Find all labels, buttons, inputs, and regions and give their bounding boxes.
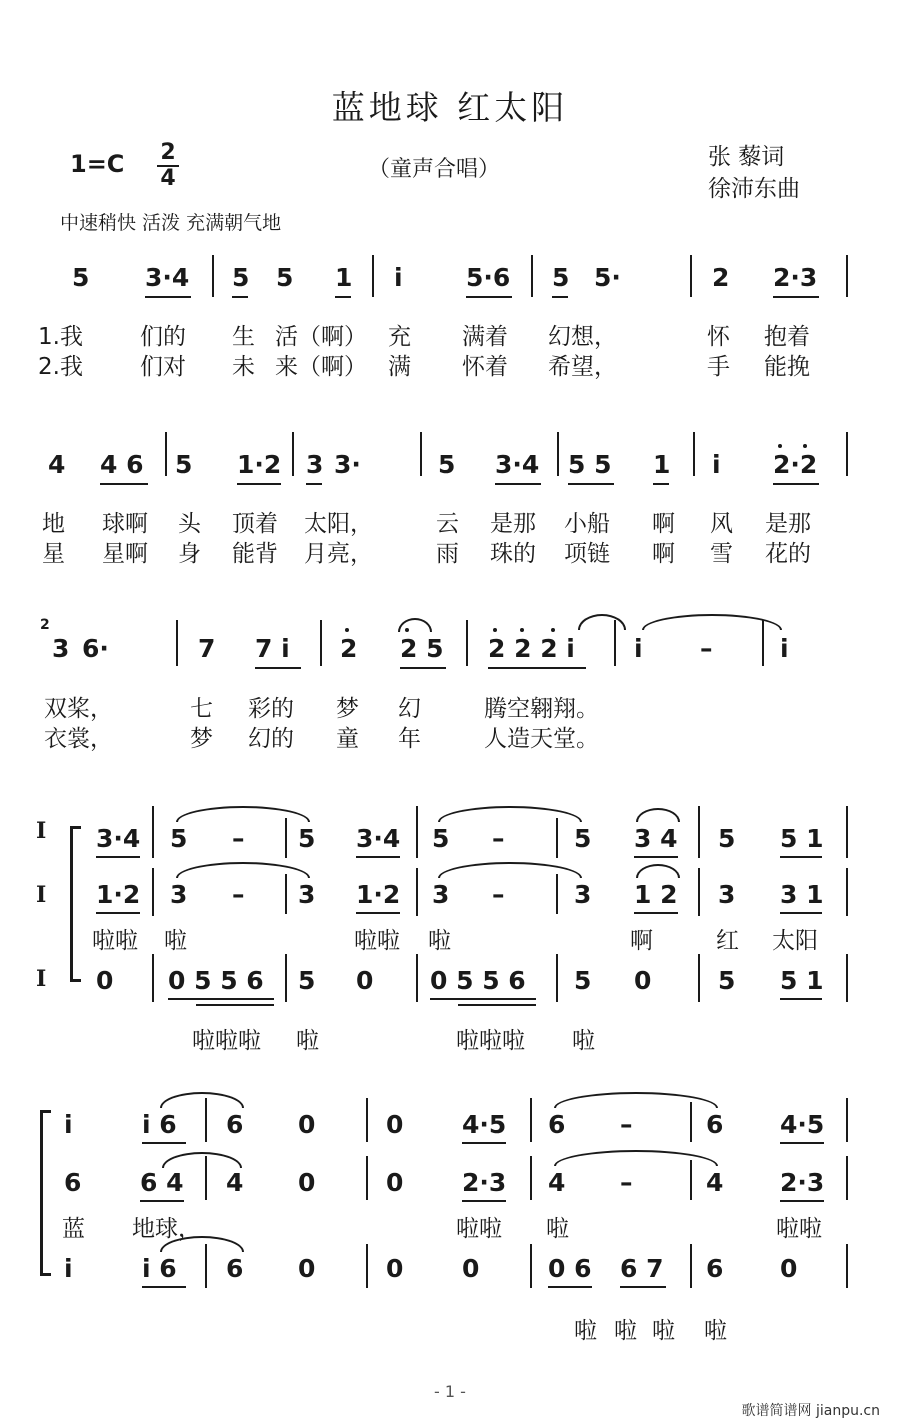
note: 0 [298, 1110, 316, 1139]
key-signature: 1=C [70, 150, 125, 178]
lyric: 太阳 [772, 928, 818, 954]
barline [846, 868, 848, 916]
barline [205, 1098, 207, 1142]
barline [292, 432, 294, 476]
underline [458, 1004, 536, 1006]
barline [372, 255, 374, 297]
note: 3 [170, 880, 188, 909]
note: 0 6 [548, 1254, 592, 1283]
lyric: 云 [436, 511, 459, 537]
voice-label: I [36, 818, 47, 844]
note: 7 i [255, 634, 290, 663]
note: 1 [653, 450, 671, 479]
barline [846, 432, 848, 476]
octave-dot [778, 444, 782, 448]
note: 3 [574, 880, 592, 909]
underline [335, 296, 351, 298]
note: i 6 [142, 1110, 177, 1139]
note: 5 [432, 824, 450, 853]
voice-label: I [36, 882, 47, 908]
lyric: 啊 [630, 928, 653, 954]
lyric: 啦 [614, 1318, 637, 1344]
note: 5 [552, 263, 570, 292]
dash: – [620, 1110, 633, 1139]
lyric: 衣裳， [44, 726, 113, 752]
voice-label: I [36, 966, 47, 992]
underline [466, 296, 512, 298]
lyric: 啦啦 [92, 928, 138, 954]
lyric: 能背 [232, 541, 278, 567]
barline [698, 806, 700, 858]
note: 0 [386, 1168, 404, 1197]
note: 3·4 [356, 824, 401, 853]
barline [152, 954, 154, 1002]
lyric: 啦啦 [354, 928, 400, 954]
tie-arc [554, 1150, 718, 1166]
note: 3·4 [96, 824, 141, 853]
lyric: 抱着 [764, 324, 810, 350]
note: 2·3 [780, 1168, 825, 1197]
song-title: 蓝地球 红太阳 [331, 88, 569, 127]
note: 2·3 [462, 1168, 507, 1197]
underline [140, 1200, 184, 1202]
barline [846, 1156, 848, 1200]
note: 6 [706, 1110, 724, 1139]
barline [152, 806, 154, 858]
note: 5 [438, 450, 456, 479]
lyric: 啦 [546, 1216, 569, 1242]
lyric: 啦 [164, 928, 187, 954]
lyric: 活（啊） [275, 324, 367, 350]
note: 0 [386, 1110, 404, 1139]
lyric: 幻想， [548, 324, 617, 350]
underline [142, 1286, 186, 1288]
note: 1·2 [96, 880, 141, 909]
note: 5 [574, 966, 592, 995]
lyric: 蓝 [62, 1216, 85, 1242]
underline [462, 1142, 506, 1144]
note: 4 [706, 1168, 724, 1197]
composer-credit: 徐沛东曲 [708, 176, 800, 202]
note: 6 [226, 1254, 244, 1283]
octave-dot [803, 444, 807, 448]
lyric: 来（啊） [275, 354, 367, 380]
tie-arc [438, 806, 582, 822]
note: 3 [718, 880, 736, 909]
underline [773, 483, 819, 485]
dash: – [232, 880, 245, 909]
lyric: 小船 [564, 511, 610, 537]
lyric: 花的 [765, 541, 811, 567]
note: 3 4 [634, 824, 678, 853]
octave-dot [551, 628, 555, 632]
note: 4 [226, 1168, 244, 1197]
lyric: 是那 [765, 511, 811, 537]
underline [488, 667, 586, 669]
note: 5 1 [780, 966, 824, 995]
note: 5 [170, 824, 188, 853]
lyric: 1.我 [38, 324, 83, 350]
lyric: 项链 [564, 541, 610, 567]
underline [168, 998, 274, 1000]
barline [366, 1098, 368, 1142]
barline [698, 868, 700, 916]
system-bracket [70, 826, 81, 982]
lyric: 能挽 [764, 354, 810, 380]
lyric: 啦啦啦 [456, 1028, 525, 1054]
note: 3 [306, 450, 324, 479]
dash: – [492, 824, 505, 853]
note: 2·3 [773, 263, 818, 292]
underline [634, 856, 678, 858]
note: 3· [334, 450, 361, 479]
underline [96, 912, 140, 914]
barline [285, 954, 287, 1002]
lyric: 啊 [652, 541, 675, 567]
barline [846, 255, 848, 297]
tie-arc [176, 806, 310, 822]
barline [366, 1244, 368, 1288]
note: 0 5 5 6 [430, 966, 526, 995]
barline [690, 1160, 692, 1200]
dash: – [232, 824, 245, 853]
lyric: 太阳， [304, 511, 373, 537]
barline [416, 868, 418, 916]
note: 1 [335, 263, 353, 292]
barline [165, 432, 167, 476]
note: 6 7 [620, 1254, 664, 1283]
note: 5 [298, 966, 316, 995]
note: 3 [432, 880, 450, 909]
barline [285, 874, 287, 914]
note: 5 [276, 263, 294, 292]
underline [780, 856, 822, 858]
dash: – [700, 634, 713, 663]
note: 6 [706, 1254, 724, 1283]
note: 0 5 5 6 [168, 966, 264, 995]
note: 5 [232, 263, 250, 292]
underline [145, 296, 191, 298]
lyric: 2.我 [38, 354, 83, 380]
barline [285, 818, 287, 858]
note: 4 6 [100, 450, 144, 479]
time-signature-top: 2 [160, 140, 176, 165]
lyric: 顶着 [232, 511, 278, 537]
lyric: 星 [42, 541, 65, 567]
lyric: 红 [716, 928, 739, 954]
dash: – [492, 880, 505, 909]
note: 2 [712, 263, 730, 292]
note: 6 [226, 1110, 244, 1139]
note: 1·2 [237, 450, 282, 479]
lyric: 七 [190, 696, 213, 722]
note: 5 [175, 450, 193, 479]
grace-note: 2 [40, 617, 50, 633]
barline [152, 868, 154, 916]
lyric: 怀着 [462, 354, 508, 380]
underline [196, 1004, 274, 1006]
tie-arc [554, 1092, 718, 1108]
barline [698, 954, 700, 1002]
underline [548, 1286, 592, 1288]
underline [232, 296, 248, 298]
note: 3 1 [780, 880, 824, 909]
lyric: 星啊 [102, 541, 148, 567]
note: 4·5 [780, 1110, 825, 1139]
lyric: 腾空翱翔。 [484, 696, 599, 722]
note: i [712, 450, 721, 479]
note: 5 [718, 966, 736, 995]
tie-arc [578, 614, 626, 630]
system-bracket [40, 1110, 51, 1276]
lyric: 们的 [140, 324, 186, 350]
note: i 6 [142, 1254, 177, 1283]
barline [530, 1098, 532, 1142]
underline [255, 667, 301, 669]
lyric: 希望， [548, 354, 617, 380]
lyric: 雪 [710, 541, 733, 567]
barline [416, 806, 418, 858]
note: 4 [48, 450, 66, 479]
lyric: 是那 [490, 511, 536, 537]
note: 2 2 2 i [488, 634, 575, 663]
octave-dot [345, 628, 349, 632]
lyric: 彩的 [248, 696, 294, 722]
underline [568, 483, 614, 485]
lyric: 啦 [572, 1028, 595, 1054]
lyric: 们对 [140, 354, 186, 380]
lyric: 啦 [296, 1028, 319, 1054]
lyric: 幻的 [248, 726, 294, 752]
note: 6 [548, 1110, 566, 1139]
note: 1·2 [356, 880, 401, 909]
lyric: 雨 [436, 541, 459, 567]
barline [530, 1244, 532, 1288]
barline [556, 954, 558, 1002]
note: 0 [780, 1254, 798, 1283]
lyric: 幻 [398, 696, 421, 722]
underline [100, 483, 148, 485]
barline [530, 1156, 532, 1200]
tie-arc [438, 862, 582, 878]
performance-type: （童声合唱） [368, 157, 501, 182]
lyric: 地 [42, 511, 65, 537]
barline [614, 620, 616, 666]
barline [176, 620, 178, 666]
underline [356, 912, 400, 914]
note: 3 [298, 880, 316, 909]
note: 0 [386, 1254, 404, 1283]
note: 6 4 [140, 1168, 184, 1197]
note: 0 [96, 966, 114, 995]
underline [780, 912, 822, 914]
time-signature [157, 142, 179, 190]
lyric: 双桨， [44, 696, 113, 722]
lyric: 啦 [428, 928, 451, 954]
note: 2 [340, 634, 358, 663]
note: i [780, 634, 789, 663]
barline [366, 1156, 368, 1200]
note: i [64, 1110, 73, 1139]
tie-arc [636, 864, 680, 878]
barline [693, 432, 695, 476]
lyric: 啦啦 [456, 1216, 502, 1242]
barline [690, 255, 692, 297]
lyric: 啦啦啦 [192, 1028, 261, 1054]
underline [237, 483, 281, 485]
tie-arc [162, 1152, 242, 1168]
barline [320, 620, 322, 666]
lyric: 啦 [704, 1318, 727, 1344]
note: 5 [574, 824, 592, 853]
lyric: 啊 [652, 511, 675, 537]
barline [846, 1244, 848, 1288]
barline [690, 1102, 692, 1142]
dash: – [620, 1168, 633, 1197]
underline [780, 998, 822, 1000]
underline [773, 296, 819, 298]
lyric: 满着 [462, 324, 508, 350]
octave-dot [520, 628, 524, 632]
octave-dot [493, 628, 497, 632]
note: 3·4 [145, 263, 190, 292]
lyric: 珠的 [490, 541, 536, 567]
note: 6 [64, 1168, 82, 1197]
lyric: 童 [336, 726, 359, 752]
lyric: 啦 [574, 1318, 597, 1344]
lyricist-credit: 张 藜词 [708, 144, 785, 170]
lyric: 地球， [132, 1216, 201, 1242]
underline [552, 296, 568, 298]
note: 7 [198, 634, 216, 663]
lyric: 月亮， [304, 541, 373, 567]
note: i [64, 1254, 73, 1283]
barline [556, 818, 558, 858]
note: 5·6 [466, 263, 511, 292]
lyric: 梦 [190, 726, 213, 752]
lyric: 风 [710, 511, 733, 537]
underline [356, 856, 400, 858]
tie-arc [636, 808, 680, 822]
note: 2·2 [773, 450, 818, 479]
barline [205, 1156, 207, 1200]
lyric: 梦 [336, 696, 359, 722]
underline [306, 483, 322, 485]
watermark: 歌谱简谱网 jianpu.cn [741, 1403, 880, 1419]
underline [780, 1142, 824, 1144]
barline [846, 806, 848, 858]
note: 5 [298, 824, 316, 853]
tie-arc [398, 618, 432, 632]
note: 5 1 [780, 824, 824, 853]
tempo-marking: 中速稍快 活泼 充满朝气地 [60, 212, 282, 234]
barline [762, 620, 764, 666]
barline [466, 620, 468, 666]
note: 1 2 [634, 880, 678, 909]
barline [556, 874, 558, 914]
lyric: 怀 [707, 324, 730, 350]
barline [420, 432, 422, 476]
time-signature-bottom: 4 [160, 166, 176, 191]
underline [780, 1200, 824, 1202]
barline [416, 954, 418, 1002]
underline [142, 1142, 186, 1144]
note: 6· [82, 634, 109, 663]
underline [620, 1286, 666, 1288]
note: 4 [548, 1168, 566, 1197]
underline [634, 912, 678, 914]
note: 0 [462, 1254, 480, 1283]
tie-arc [642, 614, 782, 630]
note: 5 5 [568, 450, 612, 479]
barline [531, 255, 533, 297]
lyric: 未 [232, 354, 255, 380]
barline [205, 1244, 207, 1288]
barline [690, 1244, 692, 1288]
underline [462, 1200, 506, 1202]
barline [557, 432, 559, 476]
lyric: 年 [398, 726, 421, 752]
note: i [634, 634, 643, 663]
note: 3·4 [495, 450, 540, 479]
lyric: 充 [388, 324, 411, 350]
underline [430, 998, 536, 1000]
lyric: 人造天堂。 [484, 726, 599, 752]
underline [96, 856, 140, 858]
note: 5· [594, 263, 621, 292]
tie-arc [160, 1092, 244, 1108]
lyric: 啦啦 [776, 1216, 822, 1242]
lyric: 手 [707, 354, 730, 380]
barline [212, 255, 214, 297]
note: 0 [298, 1254, 316, 1283]
lyric: 满 [388, 354, 411, 380]
underline [495, 483, 541, 485]
page-number: - 1 - [434, 1382, 466, 1401]
note: 5 [72, 263, 90, 292]
underline [653, 483, 669, 485]
note: 2 5 [400, 634, 444, 663]
lyric: 身 [178, 541, 201, 567]
note: 0 [298, 1168, 316, 1197]
note: 4·5 [462, 1110, 507, 1139]
underline [400, 667, 446, 669]
lyric: 啦 [652, 1318, 675, 1344]
lyric: 头 [178, 511, 201, 537]
note: 0 [356, 966, 374, 995]
barline [846, 954, 848, 1002]
note: i [394, 263, 403, 292]
tie-arc [176, 862, 310, 878]
note: 5 [718, 824, 736, 853]
barline [846, 1098, 848, 1142]
note: 3 [52, 634, 70, 663]
lyric: 生 [232, 324, 255, 350]
note: 0 [634, 966, 652, 995]
lyric: 球啊 [102, 511, 148, 537]
